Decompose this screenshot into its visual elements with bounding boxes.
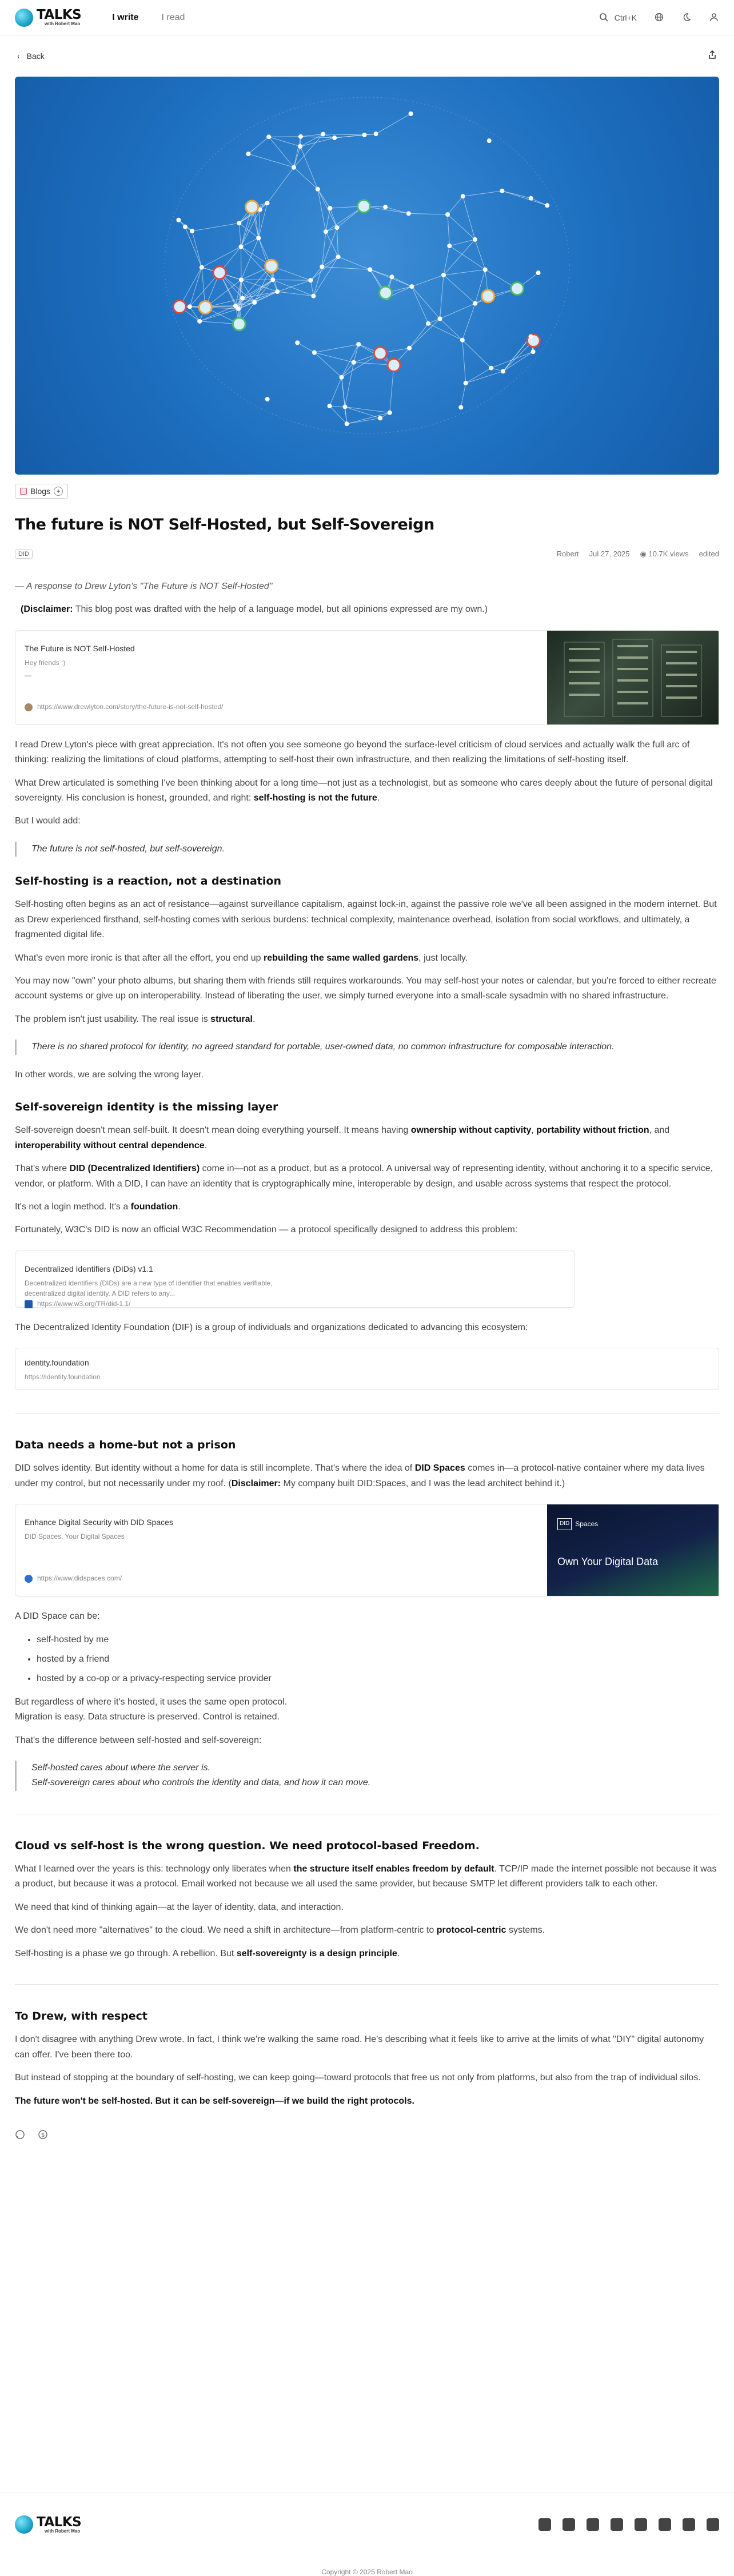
network-node [374, 132, 378, 136]
blockquote: There is no shared protocol for identity, no agreed standard for portable, user-owned data, no common infrastructure for composable interaction. [15, 1040, 719, 1054]
section-heading: Self-hosting is a reaction, not a destination [15, 873, 719, 890]
tag-label: Blogs [30, 487, 50, 496]
network-node [298, 134, 303, 139]
search-button[interactable] [599, 13, 637, 23]
network-node [200, 265, 204, 270]
network-globe-illustration [15, 77, 719, 475]
link-card-didspaces-image: DID Spaces Own Your Digital Data [547, 1504, 719, 1596]
logo-globe-icon [15, 2515, 33, 2534]
network-node [487, 138, 492, 143]
network-node [295, 340, 300, 345]
search-shortcut: Ctrl+K [615, 13, 637, 22]
avatar-node [233, 318, 245, 331]
tag-color-icon [20, 488, 27, 495]
logo-globe-icon [15, 9, 33, 27]
chevron-left-icon: ‹ [17, 51, 20, 61]
section-heading: To Drew, with respect [15, 2008, 719, 2025]
paragraph: What I learned over the years is this: technology only liberates when the structure itself enables freedom by default. TCP/IP made the internet possible not because it was a product, but because it was a protocol. Email worked not because we all used the same provider, but because SMTP let different providers talk to each other. [15, 1862, 719, 1892]
network-node [265, 201, 270, 205]
network-node [500, 189, 504, 193]
link-card-didspaces[interactable] [15, 1504, 719, 1596]
github-icon[interactable] [538, 2518, 551, 2531]
paragraph: I don't disagree with anything Drew wrote. In fact, I think we're walking the same road. He's describing what it feels like to arrive at the limits of what "DIY" digital autonomy can offer. I've been there too. [15, 2032, 719, 2063]
network-node [324, 229, 328, 234]
avatar-node [246, 201, 258, 213]
network-node [362, 133, 366, 137]
network-node [388, 411, 392, 415]
back-label: Back [27, 51, 45, 61]
link-card-title: The Future is NOT Self-Hosted [25, 642, 538, 655]
arcblock-icon[interactable] [563, 2518, 575, 2531]
network-node [321, 132, 325, 137]
social-links [538, 2518, 719, 2531]
link-card-desc: Decentralized identifiers (DIDs) are a new type of identifier that enables verifiable, decentralized digital identity. A DID refers to any... [25, 1278, 299, 1299]
response-line: — A response to Drew Lyton's "The Future is NOT Self-Hosted" [15, 579, 719, 594]
network-node [252, 300, 257, 305]
network-node [536, 270, 541, 275]
page-title: The future is NOT Self-Hosted, but Self-Sovereign [0, 516, 734, 533]
avatar-node [213, 266, 226, 279]
network-node [489, 366, 493, 371]
paragraph: The future won't be self-hosted. But it can be self-sovereign—if we build the right protocols. [15, 2094, 719, 2109]
network-node [256, 236, 261, 240]
network-node [265, 397, 270, 401]
top-navbar [0, 0, 734, 35]
section-heading: Cloud vs self-host is the wrong question. We need protocol-based Freedom. [15, 1837, 719, 1855]
youtube-icon[interactable] [659, 2518, 671, 2531]
network-node [246, 152, 250, 156]
edited-label: edited [699, 550, 719, 559]
paragraph: It's not a login method. It's a foundation. [15, 1200, 719, 1215]
instagram-icon[interactable] [707, 2518, 719, 2531]
logo-subtitle: with Robert Mao [45, 22, 81, 26]
network-node [407, 346, 412, 351]
avatar-node [511, 282, 524, 295]
paragraph: What Drew articulated is something I've been thinking about for a long time—not just as a technologist, but as someone who cares deeply about the future of personal digital sovereignty. His conclusion is honest, grounded, and right: self-hosting is not the future. [15, 776, 719, 806]
link-card-url: https://www.drewlyton.com/story/the-future-is-not-self-hosted/ [37, 702, 223, 713]
network-node [529, 196, 533, 201]
paragraph: I read Drew Lyton's piece with great appreciation. It's not often you see someone go beyond the surface-level criticism of cloud services and actually walk the full arc of thinking: realizing the limitations of cloud platforms, attempting to self-host their own infrastructure, and then realizing the limitations of self-hosting itself. [15, 738, 719, 768]
paragraph: That's the difference between self-hosted and self-sovereign: [15, 1733, 719, 1748]
network-node [368, 267, 372, 272]
paragraph: Self-sovereign doesn't mean self-built. It doesn't mean doing everything yourself. It means having ownership without captivity, portability without friction, and interoperability without central dependence. [15, 1123, 719, 1153]
paragraph: A DID Space can be: [15, 1609, 719, 1624]
avatar-node [482, 290, 494, 302]
list-item: • hosted by a friend [37, 1652, 719, 1667]
network-node [390, 274, 394, 279]
main-nav [112, 13, 185, 23]
network-node [197, 319, 202, 324]
publish-date: Jul 27, 2025 [589, 550, 630, 559]
search-icon [599, 13, 609, 23]
cover-image [15, 77, 719, 475]
network-node [464, 381, 468, 385]
link-card-server-rack-image [547, 631, 719, 724]
section-heading: Data needs a home-but not a prison [15, 1436, 719, 1454]
network-node [461, 194, 465, 198]
network-node [342, 405, 347, 409]
comment-icon[interactable] [15, 2129, 25, 2145]
network-node [458, 405, 463, 409]
avatar-node [265, 260, 278, 272]
network-node [352, 360, 356, 365]
globe-icon[interactable] [654, 13, 664, 23]
network-node [292, 165, 296, 170]
network-node [332, 136, 337, 140]
logo-title: TALKS [37, 9, 81, 22]
network-node [406, 211, 411, 216]
network-node [501, 369, 505, 373]
link-card-url: https://identity.foundation [25, 1372, 709, 1382]
footer-logo[interactable]: TALKS with Robert Mao [15, 2515, 81, 2534]
network-node [483, 268, 488, 272]
author-name[interactable]: Robert [557, 550, 579, 559]
network-node [409, 112, 413, 116]
network-node [176, 218, 181, 222]
discord-icon[interactable] [587, 2518, 599, 2531]
link-card-dif[interactable] [15, 1348, 719, 1390]
article-body [0, 579, 734, 2145]
avatar-node [380, 286, 392, 299]
network-node [545, 203, 549, 208]
network-node [308, 278, 313, 282]
paragraph: The Decentralized Identity Foundation (DIF) is a group of individuals and organizations dedicated to advancing this ecosystem: [15, 1320, 719, 1335]
network-node [437, 316, 442, 321]
network-node [266, 134, 271, 139]
paragraph: DID solves identity. But identity without a home for data is still incomplete. That's where the idea of DID Spaces comes in—a protocol-native container where my data lives under my control, but not necessarily under my roof. (Disclaimer: My company built DID:Spaces, and I was the lead architect behind it.) [15, 1461, 719, 1491]
avatar-node [388, 359, 400, 372]
network-node [328, 404, 332, 408]
paragraph: Fortunately, W3C's DID is now an official W3C Recommendation — a protocol specifically designed to address this problem: [15, 1223, 719, 1237]
network-node [237, 221, 241, 225]
user-icon[interactable] [709, 13, 719, 23]
bullet-list [37, 1633, 719, 1687]
post-meta [0, 550, 734, 559]
link-card-title: identity.foundation [25, 1356, 709, 1369]
avatar-node [173, 300, 186, 313]
view-count: ◉ 10.7K views [640, 550, 689, 559]
link-card-w3c-did[interactable] [15, 1251, 575, 1308]
network-node [473, 237, 477, 242]
theme-toggle-icon[interactable] [681, 13, 692, 23]
linkedin-icon[interactable] [635, 2518, 647, 2531]
network-node [441, 273, 446, 277]
network-node [312, 350, 317, 355]
link-card-desc: DID Spaces, Your Digital Spaces [25, 1531, 538, 1542]
blockquote: The future is not self-hosted, but self-sovereign. [15, 842, 719, 857]
list-item: • self-hosted by me [37, 1633, 719, 1647]
facebook-icon[interactable] [683, 2518, 695, 2531]
section-heading: Self-sovereign identity is the missing layer [15, 1098, 719, 1116]
paragraph: But regardless of where it's hosted, it uses the same open protocol. Migration is easy. Data structure is preserved. Control is retained. [15, 1695, 719, 1725]
network-node [460, 338, 465, 343]
nav-item-read[interactable]: I read [161, 13, 185, 23]
network-node [316, 187, 320, 192]
disclaimer: (Disclaimer: This blog post was drafted with the help of a language model, but all opinions expressed are my own.) [21, 602, 719, 617]
network-node [240, 296, 245, 301]
divider [15, 1984, 719, 1985]
network-node [239, 277, 244, 282]
link-card-title: Enhance Digital Security with DID Spaces [25, 1516, 538, 1529]
paragraph: Self-hosting is a phase we go through. A rebellion. But self-sovereignty is a design principle. [15, 1946, 719, 1961]
link-card-title: Decentralized Identifiers (DIDs) v1.1 [25, 1263, 565, 1276]
back-link[interactable] [17, 51, 45, 61]
divider [0, 2492, 734, 2493]
network-node [275, 289, 280, 294]
network-node [378, 416, 382, 420]
site-footer [0, 2470, 734, 2576]
network-node [270, 277, 275, 282]
network-node [426, 321, 430, 326]
network-node [335, 225, 340, 230]
network-node [298, 144, 302, 149]
paragraph: But I would add: [15, 814, 719, 829]
network-node [445, 212, 450, 217]
network-node [190, 229, 194, 233]
nav-item-write[interactable]: I write [112, 13, 138, 23]
paragraph: You may now "own" your photo albums, but sharing them with friends still requires workarounds. You may self-host your notes or calendar, but you're forced to either recreate account systems or give up on interoperability. Instead of liberating the user, we simply turned everyone into a small-scale sysadmin with no shared infrastructure. [15, 974, 719, 1004]
paragraph: But instead of stopping at the boundary of self-hosting, we can keep going—toward protocols that free us not only from platforms, but also from the trap of individual silos. [15, 2071, 719, 2085]
favicon-icon [25, 1300, 33, 1308]
list-item: • hosted by a co-op or a privacy-respecting service provider [37, 1671, 719, 1686]
link-card-desc: Hey friends :) [25, 658, 538, 668]
paragraph: The problem isn't just usability. The real issue is structural. [15, 1012, 719, 1027]
network-node [529, 335, 533, 339]
add-tag-icon[interactable]: + [54, 487, 63, 496]
paragraph: That's where DID (Decentralized Identifiers) come in—not as a product, but as a protocol. A universal way of representing identity, without anchoring it to a specific service, vendor, or platform. With a DID, I can have an identity that is cryptographically mine, interoperable by design, and usable across systems that respect the protocol. [15, 1161, 719, 1192]
network-node [311, 294, 316, 298]
paragraph: We need that kind of thinking again—at the layer of identity, data, and interaction. [15, 1900, 719, 1915]
network-node [356, 342, 361, 347]
label-chip-did[interactable]: DID [15, 550, 33, 559]
link-card-drew[interactable]: The Future is NOT Self-Hosted Hey friends :) — https://www.drewlyton.com/story/the-future-is-not-self-hosted/ [15, 630, 719, 725]
paragraph: We don't need more "alternatives" to the cloud. We need a shift in architecture—from platform-centric to protocol-centric systems. [15, 1923, 719, 1938]
network-node [336, 254, 341, 259]
network-node [409, 284, 414, 289]
copyright: Copyright © 2025 Robert Mao [15, 2568, 719, 2576]
network-node [188, 304, 192, 309]
tip-coin-icon[interactable] [38, 2129, 48, 2145]
tag-chip-blogs[interactable] [15, 484, 68, 499]
network-node [345, 421, 349, 426]
share-icon[interactable] [708, 50, 717, 62]
network-node [447, 244, 452, 248]
favicon-icon [25, 703, 33, 711]
avatar-node [374, 347, 386, 360]
svg-text:$: $ [41, 2132, 45, 2139]
blockquote: Self-hosted cares about where the server is. Self-sovereign cares about who controls the identity and data, and how it can move. [15, 1761, 719, 1791]
network-node [383, 205, 388, 209]
site-logo[interactable] [15, 9, 81, 27]
link-card-url: https://www.didspaces.com/ [37, 1573, 122, 1584]
post-actions [15, 2129, 719, 2145]
avatar-node [358, 200, 370, 213]
network-node [531, 349, 536, 354]
link-card-url: https://www.w3.org/TR/did-1.1/ [37, 1299, 130, 1310]
network-node [328, 206, 332, 210]
network-node [320, 264, 324, 269]
avatar-node [199, 301, 212, 314]
divider [15, 1413, 719, 1414]
network-node [183, 225, 188, 229]
paragraph: What's even more ironic is that after all the effort, you end up rebuilding the same walled gardens, just locally. [15, 951, 719, 966]
network-node [339, 375, 344, 380]
network-node [238, 244, 243, 249]
network-node [473, 301, 477, 306]
network-node [236, 306, 241, 311]
twitter-icon[interactable] [611, 2518, 623, 2531]
favicon-icon [25, 1575, 33, 1583]
paragraph: Self-hosting often begins as an act of resistance—against surveillance capitalism, against lock-in, against the passive role we've all been assigned in the modern internet. But as Drew experienced firsthand, self-hosting comes with serious burdens: technical complexity, maintenance overhead, isolation from social workflows, and ultimately, a fragmented digital life. [15, 897, 719, 942]
paragraph: In other words, we are solving the wrong layer. [15, 1068, 719, 1082]
